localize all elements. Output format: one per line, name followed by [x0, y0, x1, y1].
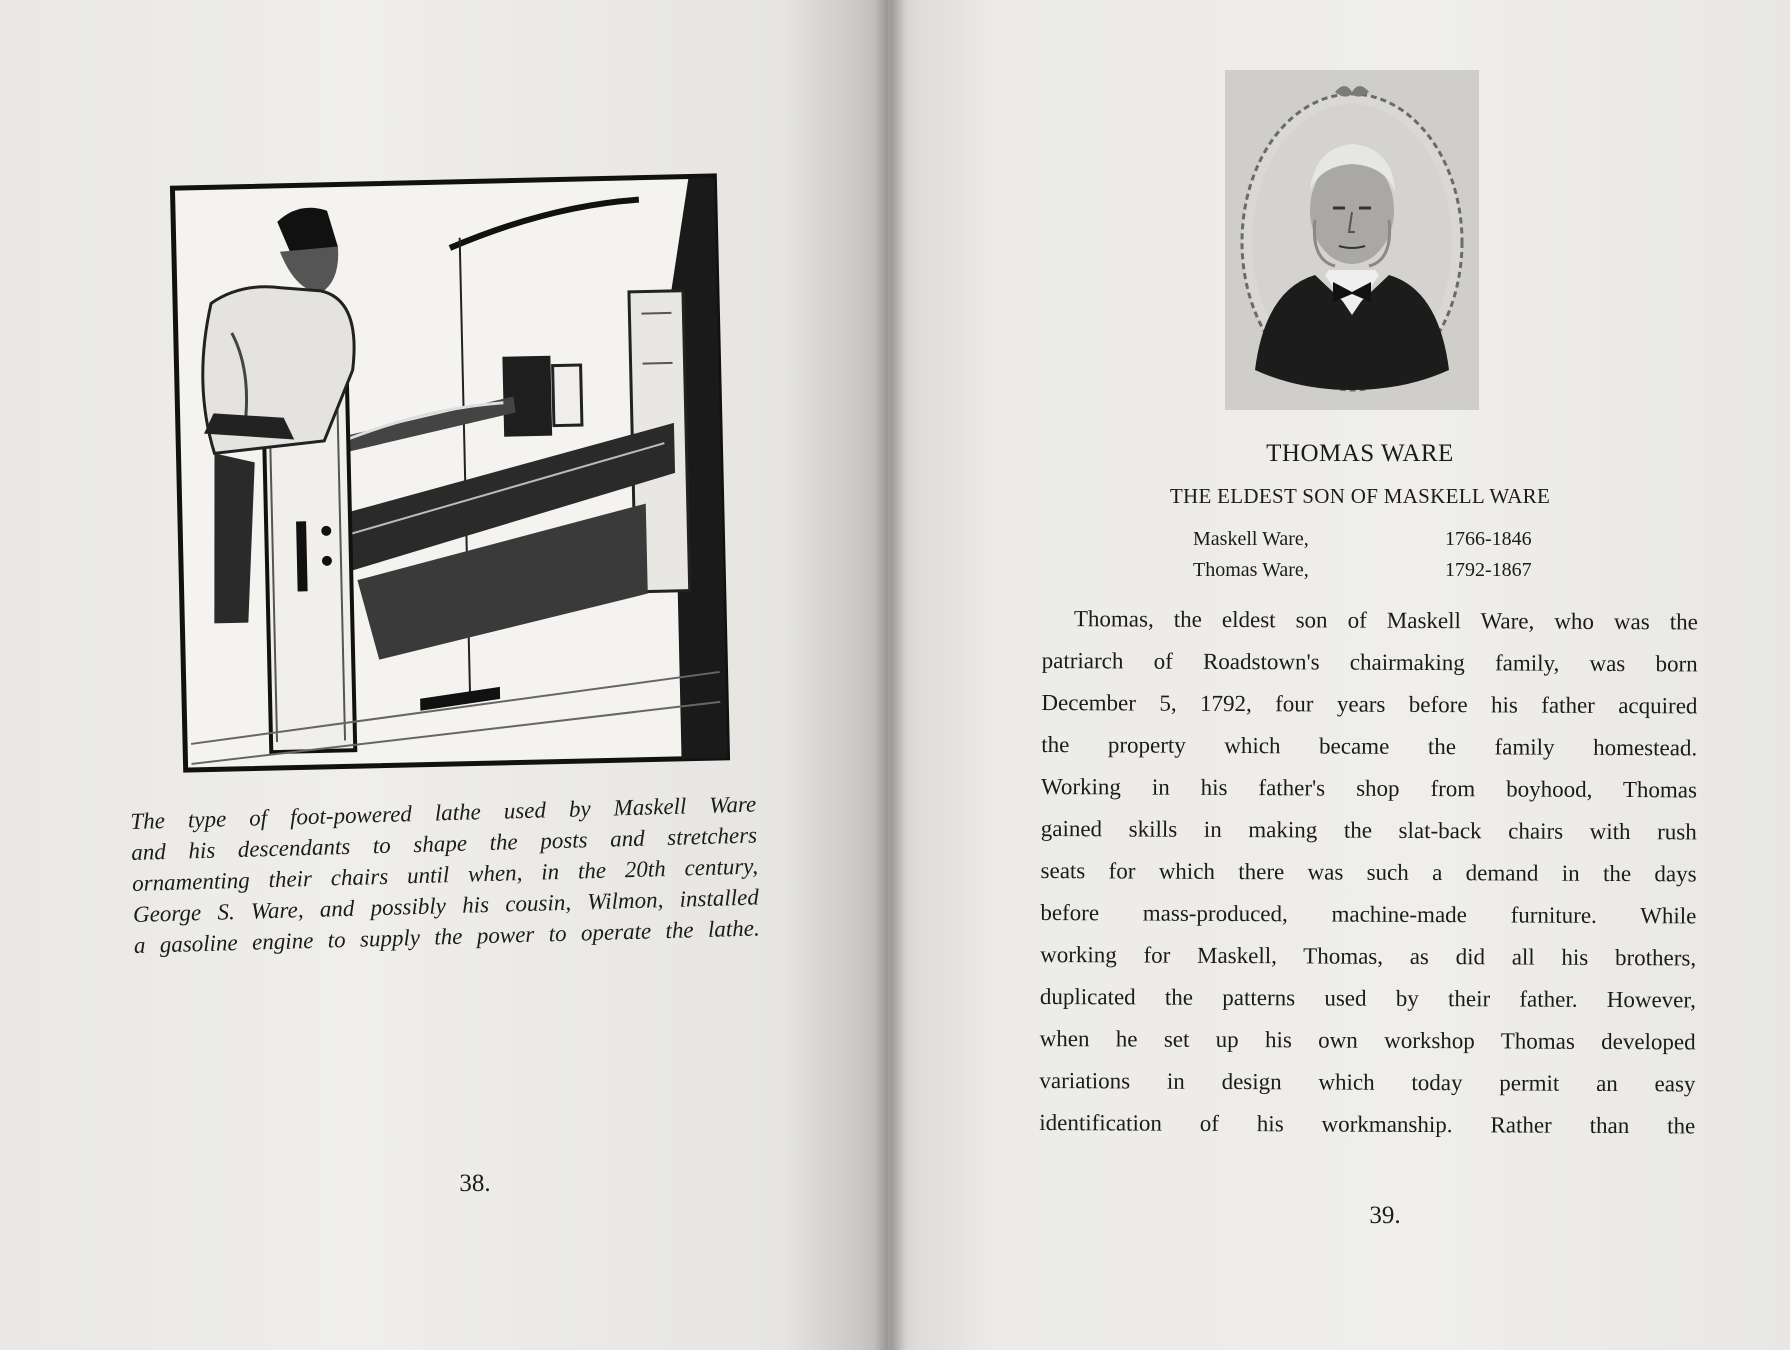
body-line: variations in design which today permit an easy — [1039, 1067, 1696, 1097]
body-line: when he set up his own workshop Thomas developed — [1039, 1025, 1696, 1055]
body-line: identification of his workmanship. Rather than the — [1039, 1109, 1696, 1139]
person-name: Maskell Ware, — [1193, 528, 1309, 550]
body-line: before mass-produced, machine-made furniture. While — [1040, 899, 1697, 929]
body-paragraph — [1039, 598, 1698, 1147]
body-line: patriarch of Roadstown's chairmaking family, was born — [1041, 647, 1698, 677]
page-number-right: 39. — [1369, 1202, 1401, 1229]
page-number-left: 38. — [459, 1170, 491, 1197]
chapter-heading: THOMAS WARE — [1266, 440, 1454, 467]
body-line: gained skills in making the slat-back chairs with rush — [1040, 815, 1697, 845]
book-gutter — [874, 0, 906, 1350]
person-years: 1766-1846 — [1445, 528, 1532, 550]
date-row — [1193, 555, 1553, 586]
lathe-woodcut-icon — [168, 172, 731, 774]
portrait-icon — [1225, 70, 1479, 410]
caption-line: ornamenting their chairs until when, in the 20th century, — [131, 853, 759, 896]
chapter-subheading: THE ELDEST SON OF MASKELL WARE — [1169, 484, 1551, 508]
body-line: Working in his father's shop from boyhood, Thomas — [1040, 773, 1698, 803]
body-line: December 5, 1792, four years before his father acquired — [1041, 689, 1698, 719]
portrait-photo — [1225, 70, 1479, 410]
body-line: working for Maskell, Thomas, as did all his brothers, — [1040, 941, 1697, 971]
figure-caption — [130, 789, 760, 961]
caption-line: George S. Ware, and possibly his cousin, Wilmon, installed — [132, 884, 760, 927]
body-line: seats for which there was such a demand in the days — [1040, 857, 1697, 887]
left-page — [0, 0, 888, 1350]
body-line: duplicated the patterns used by their father. However, — [1039, 983, 1696, 1013]
lathe-illustration — [168, 172, 731, 774]
person-years: 1792-1867 — [1445, 559, 1532, 581]
lifespan-dates — [1193, 524, 1553, 586]
body-line: Thomas, the eldest son of Maskell Ware, who was the — [1073, 606, 1698, 635]
date-row — [1193, 524, 1553, 555]
caption-line: The type of foot-powered lathe used by Maskell Ware — [130, 791, 757, 834]
caption-line: a gasoline engine to supply the power to operate the lathe. — [133, 915, 761, 958]
person-name: Thomas Ware, — [1193, 559, 1309, 581]
caption-line: and his descendants to shape the posts and stretchers — [130, 822, 758, 865]
body-line: the property which became the family homestead. — [1041, 731, 1698, 761]
